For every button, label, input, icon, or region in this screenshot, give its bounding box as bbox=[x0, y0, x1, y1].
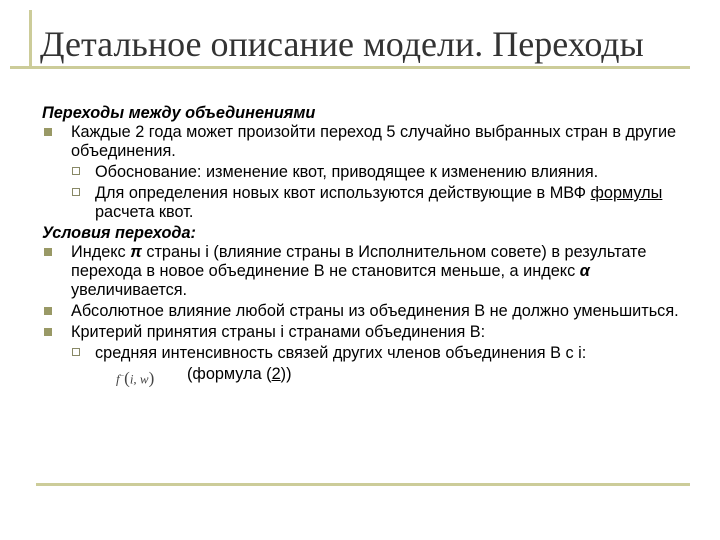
subitem-text: средняя интенсивность связей других членов объединения B с i: bbox=[95, 344, 587, 362]
bullet-text: Критерий принятия страны i странами объединения B: bbox=[71, 323, 486, 341]
decorative-vertical-line bbox=[29, 10, 32, 66]
bullet-text-c: увеличивается. bbox=[71, 281, 188, 299]
decorative-bottom-line bbox=[36, 483, 690, 486]
alpha-symbol: α bbox=[579, 262, 590, 280]
section-heading-transitions: Переходы между объединениями bbox=[42, 104, 316, 122]
hollow-square-bullet-icon bbox=[72, 167, 80, 175]
formula-superscript: − bbox=[119, 371, 125, 380]
formula-reference bbox=[187, 365, 292, 384]
hollow-square-bullet-icon bbox=[72, 348, 80, 356]
formula-text-before: (формула ( bbox=[187, 365, 272, 383]
formula-line bbox=[42, 365, 682, 387]
subitem-average-intensity bbox=[42, 344, 682, 363]
formula-image: f−(i, w) bbox=[116, 368, 155, 388]
bullet-text-a: Индекс bbox=[71, 243, 131, 261]
bullet-text: Абсолютное влияние любой страны из объединения B не должно уменьшиться. bbox=[71, 302, 679, 320]
bullet-item-index-condition bbox=[42, 243, 682, 300]
slide-content bbox=[42, 104, 682, 387]
pi-symbol: π bbox=[130, 243, 142, 261]
subitem-quota-formulas bbox=[42, 184, 682, 222]
bullet-text-b: страны i (влияние страны в Исполнительном совете) в результате перехода в новое объединение B не становится меньше, а индекс bbox=[71, 243, 647, 280]
bullet-item-absolute-influence bbox=[42, 302, 682, 321]
square-bullet-icon bbox=[44, 128, 52, 136]
formula-text-after: )) bbox=[280, 365, 292, 383]
decorative-top-line bbox=[10, 66, 690, 69]
square-bullet-icon bbox=[44, 307, 52, 315]
slide-title: Детальное описание модели. Переходы bbox=[40, 24, 644, 64]
subitem-text-after: расчета квот. bbox=[95, 203, 194, 221]
section-heading-conditions: Условия перехода: bbox=[42, 224, 196, 242]
subitem-rationale bbox=[42, 163, 682, 182]
formula-args: i, w bbox=[129, 371, 149, 387]
subitem-text: Обоснование: изменение квот, приводящее к изменению влияния. bbox=[95, 163, 599, 181]
formula-f: f bbox=[116, 371, 120, 387]
bullet-text: Каждые 2 года может произойти переход 5 случайно выбранных стран в другие объединения. bbox=[71, 123, 677, 160]
formulas-link[interactable]: формулы bbox=[590, 184, 663, 202]
hollow-square-bullet-icon bbox=[72, 188, 80, 196]
formula-2-link[interactable]: 2 bbox=[271, 365, 281, 383]
bullet-item-transition-rule bbox=[42, 123, 682, 161]
bullet-item-acceptance-criterion bbox=[42, 323, 682, 342]
subitem-text-before: Для определения новых квот используются действующие в МВФ bbox=[95, 184, 591, 202]
square-bullet-icon bbox=[44, 328, 52, 336]
square-bullet-icon bbox=[44, 248, 52, 256]
